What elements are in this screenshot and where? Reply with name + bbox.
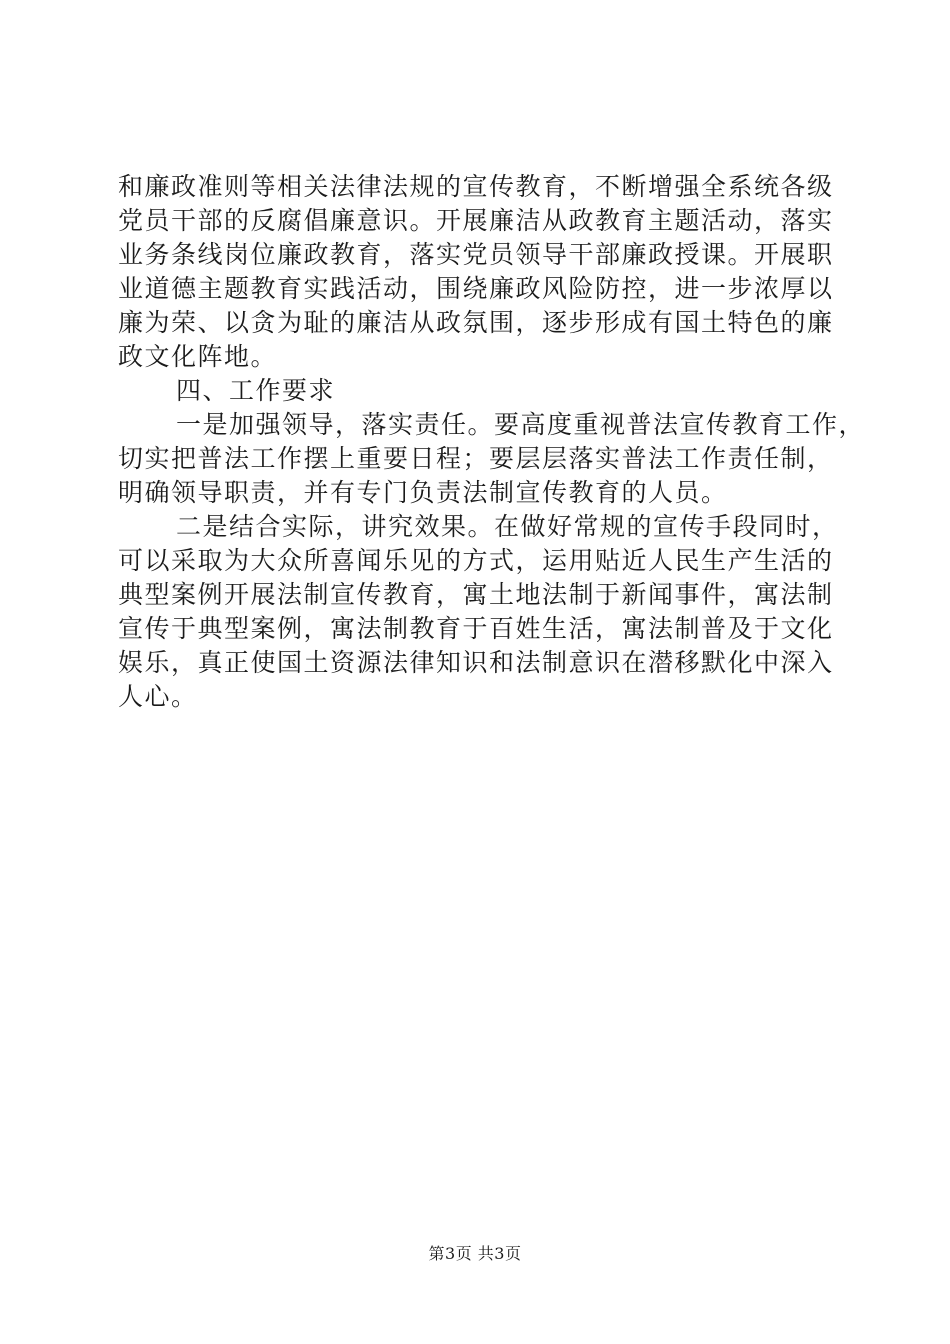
paragraph-line: 政文化阵地。: [118, 342, 278, 371]
paragraph-line: 明确领导职责，并有专门负责法制宣传教育的人员。: [118, 478, 728, 507]
document-body: [118, 170, 866, 714]
paragraph-line: 娱乐，真正使国土资源法律知识和法制意识在潜移默化中深入: [118, 648, 834, 677]
section-heading: 四、工作要求: [176, 376, 336, 405]
paragraph-line: 宣传于典型案例，寓法制教育于百姓生活，寓法制普及于文化: [118, 614, 834, 643]
paragraph-line: 业务条线岗位廉政教育，落实党员领导干部廉政授课。开展职: [118, 240, 834, 269]
paragraph-line: 典型案例开展法制宣传教育，寓土地法制于新闻事件，寓法制: [118, 580, 834, 609]
paragraph-line: 和廉政准则等相关法律法规的宣传教育，不断增强全系统各级: [118, 172, 834, 201]
paragraph-line: 一是加强领导，落实责任。要高度重视普法宣传教育工作，: [176, 410, 866, 439]
page-number-footer: 第3页 共3页: [428, 1244, 522, 1263]
paragraph-line: 人心。: [118, 682, 198, 711]
paragraph-line: 党员干部的反腐倡廉意识。开展廉洁从政教育主题活动，落实: [118, 206, 834, 235]
paragraph-line: 二是结合实际，讲究效果。在做好常规的宣传手段同时，: [176, 512, 839, 541]
paragraph-line: 可以采取为大众所喜闻乐见的方式，运用贴近人民生产生活的: [118, 546, 834, 575]
paragraph-line: 切实把普法工作摆上重要日程；要层层落实普法工作责任制，: [118, 444, 834, 473]
paragraph-line: 业道德主题教育实践活动，围绕廉政风险防控，进一步浓厚以: [118, 274, 834, 303]
paragraph-line: 廉为荣、以贪为耻的廉洁从政氛围，逐步形成有国土特色的廉: [118, 308, 834, 337]
